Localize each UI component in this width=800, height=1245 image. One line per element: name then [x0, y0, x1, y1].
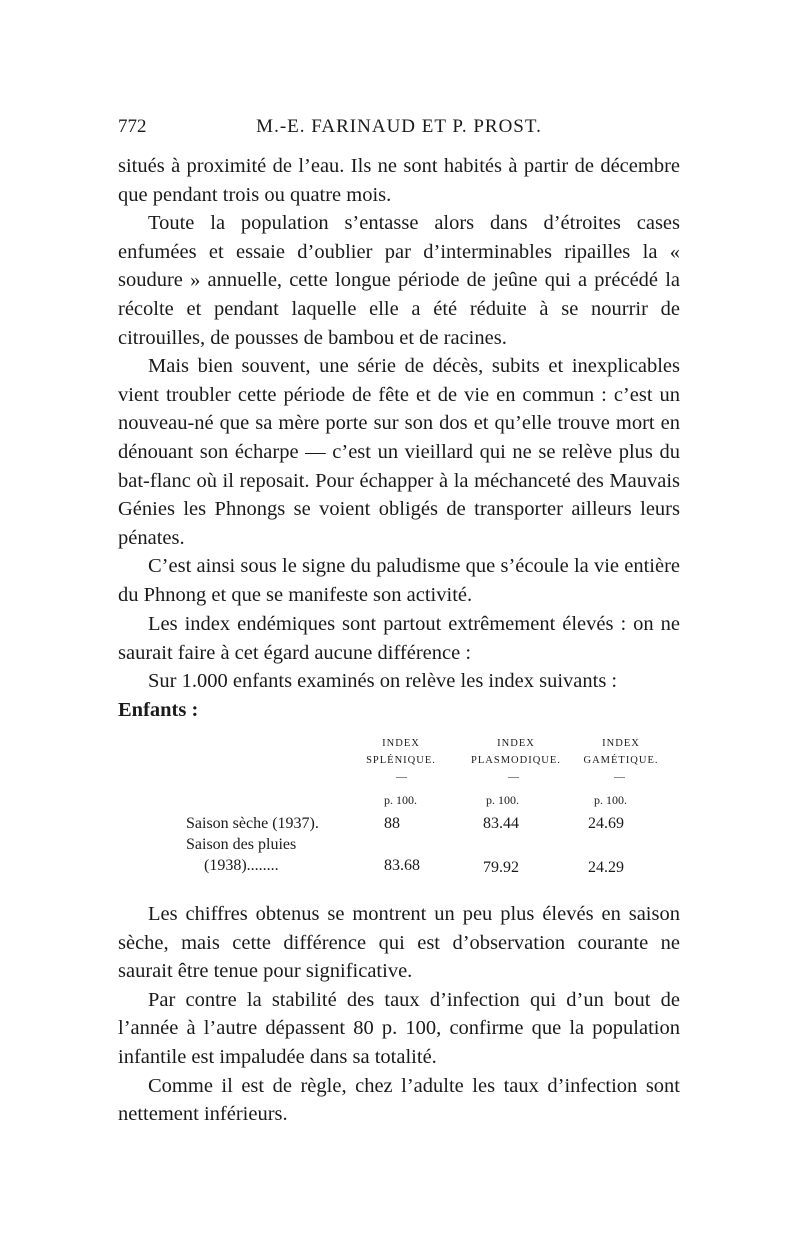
paragraph: Comme il est de règle, chez l’adulte les taux d’infection sont nettement inférieurs. — [118, 1074, 680, 1126]
paragraph: Les index endémiques sont partout extrêmement élevés : on ne saurait faire à cet égard aucune différence : — [118, 613, 680, 664]
page-number: 772 — [118, 116, 147, 137]
text-block-top — [118, 152, 680, 610]
running-title: M.-E. FARINAUD ET P. PROST. — [256, 116, 542, 137]
column-header-gametique: INDEX GAMÉTIQUE. — [583, 738, 659, 766]
table-dash: — — [396, 771, 407, 783]
table-cell: 83.68 — [384, 857, 420, 874]
table-dash: — — [508, 771, 519, 783]
table-cell: 79.92 — [483, 859, 519, 876]
table-cell: 83.44 — [483, 815, 519, 832]
paragraph: Sur 1.000 enfants examinés on relève les index suivants : — [148, 670, 618, 693]
column-header-splenique: INDEX SPLÉNIQUE. — [366, 738, 436, 766]
table-unit: p. 100. — [384, 793, 417, 807]
table-unit: p. 100. — [594, 793, 627, 807]
paragraph: Toute la population s’entasse alors dans d’étroites cases enfumées et essaie d’oublier par d’interminables ripailles la « soudure » annuelle, cette longue période de jeûne qui a précédé la récolte et pendant laquelle elle a été réduite à se nourrir de citrouilles, de pousses de bambou et de racines. — [118, 212, 680, 349]
row-label: (1938)........ — [204, 857, 279, 874]
column-header-plasmodique: INDEX PLASMODIQUE. — [471, 738, 561, 766]
text-block-middle — [118, 610, 680, 724]
paragraph: Les chiffres obtenus se montrent un peu plus élevés en saison sèche, mais cette différence qui est d’observation courante ne saurait être tenue pour significative. — [118, 903, 680, 983]
paragraph: C’est ainsi sous le signe du paludisme que s’écoule la vie entière du Phnong et que se manifeste son activité. — [118, 555, 680, 606]
table-cell: 24.29 — [588, 859, 624, 876]
page-header — [118, 116, 680, 146]
paragraph: Mais bien souvent, une série de décès, subits et inexplicables vient troubler cette période de fête et de vie en commun : c’est un nouveau-né que sa mère porte sur son dos et qu’elle trouve mort en dénouant son écharpe — c’est un vieillard qui ne se relève plus du bat-flanc où il reposait. Pour échapper à la méchanceté des Mauvais Génies les Phnongs se voient obligés de transporter ailleurs leurs pénates. — [118, 355, 680, 549]
table-cell: 88 — [384, 815, 400, 832]
subheading: Enfants : — [118, 698, 199, 721]
table-cell: 24.69 — [588, 815, 624, 832]
paragraph: situés à proximité de l’eau. Ils ne sont habités à partir de décembre que pendant trois ou quatre mois. — [118, 155, 680, 206]
row-label: Saison sèche (1937). — [186, 815, 319, 832]
row-label: Saison des pluies — [186, 836, 297, 853]
text-block-bottom — [118, 900, 680, 1129]
paragraph: Par contre la stabilité des taux d’infection qui d’un bout de l’année à l’autre dépassent 80 p. 100, confirme que la population infantile est impaludée dans sa totalité. — [118, 988, 680, 1068]
table-dash: — — [614, 771, 625, 783]
table-unit: p. 100. — [486, 793, 519, 807]
